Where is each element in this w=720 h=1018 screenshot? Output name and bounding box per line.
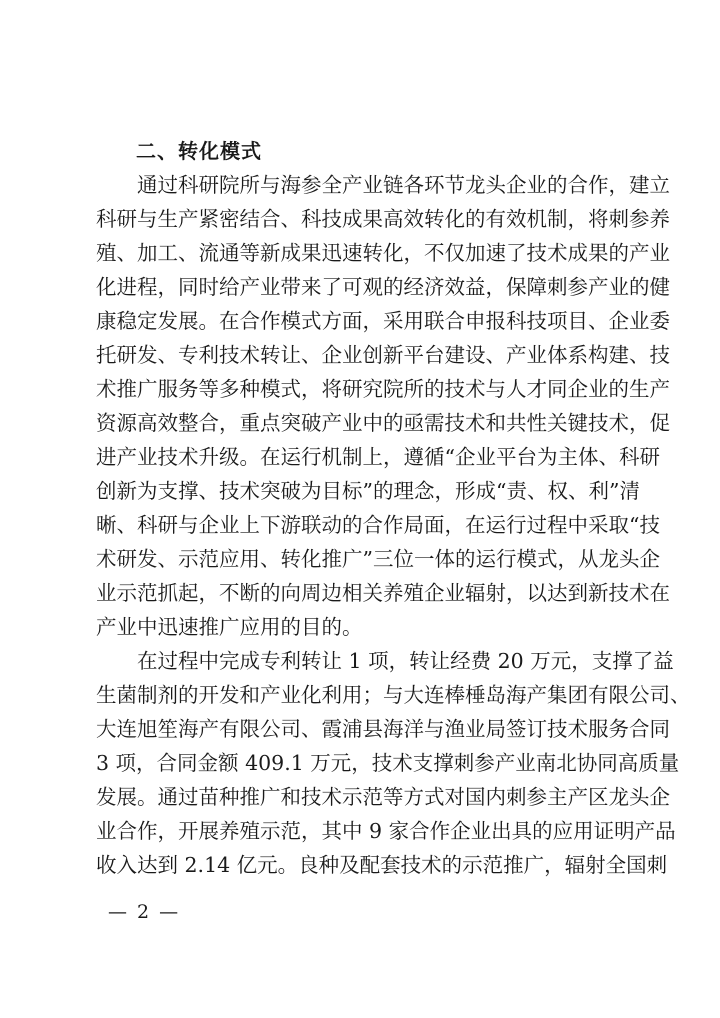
paragraph-1-line: 殖、加工、流通等新成果迅速转化，不仅加速了技术成果的产业	[96, 241, 670, 265]
paragraph-1-line: 晰、科研与企业上下游联动的合作局面，在运行过程中采取“技	[96, 513, 660, 537]
paragraph-1-line: 托研发、专利技术转让、企业创新平台建设、产业体系构建、技	[96, 343, 670, 367]
paragraph-1-line: 康稳定发展。在合作模式方面，采用联合申报科技项目、企业委	[96, 309, 670, 333]
paragraph-1-line: 通过科研院所与海参全产业链各环节龙头企业的合作，建立	[137, 173, 670, 197]
section-heading: 二、转化模式	[136, 139, 262, 163]
paragraph-2-line: 发展。通过苗种推广和技术示范等方式对国内刺参主产区龙头企	[96, 785, 670, 809]
paragraph-1-line: 化进程，同时给产业带来了可观的经济效益，保障刺参产业的健	[96, 275, 670, 299]
paragraph-1-line: 科研与生产紧密结合、科技成果高效转化的有效机制，将刺参养	[96, 207, 670, 231]
paragraph-1-line: 业示范抓起，不断的向周边相关养殖企业辐射，以达到新技术在	[96, 581, 670, 605]
paragraph-2-line: 3 项，合同金额 409.1 万元，技术支撑刺参产业南北协同高质量	[96, 751, 680, 775]
paragraph-1-line: 创新为支撑、技术突破为目标”的理念，形成“责、权、利”清	[96, 479, 640, 503]
page-number: — 2 —	[108, 901, 181, 923]
paragraph-1-line: 资源高效整合，重点突破产业中的亟需技术和共性关键技术，促	[96, 411, 670, 435]
paragraph-2-line: 收入达到 2.14 亿元。良种及配套技术的示范推广，辐射全国刺	[96, 853, 668, 877]
paragraph-1-line: 产业中迅速推广应用的目的。	[96, 615, 363, 639]
paragraph-2-line: 在过程中完成专利转让 1 项，转让经费 20 万元，支撑了益	[137, 649, 674, 673]
paragraph-1-line: 进产业技术升级。在运行机制上，遵循“企业平台为主体、科研	[96, 445, 660, 469]
paragraph-1-line: 术推广服务等多种模式，将研究院所的技术与人才同企业的生产	[96, 377, 670, 401]
paragraph-2-line: 生菌制剂的开发和产业化利用；与大连棒棰岛海产集团有限公司、	[96, 683, 691, 707]
paragraph-1-line: 术研发、示范应用、转化推广”三位一体的运行模式，从龙头企	[96, 547, 660, 571]
paragraph-2-line: 业合作，开展养殖示范，其中 9 家合作企业出具的应用证明产品	[96, 819, 676, 843]
paragraph-2-line: 大连旭笙海产有限公司、霞浦县海洋与渔业局签订技术服务合同	[96, 717, 670, 741]
